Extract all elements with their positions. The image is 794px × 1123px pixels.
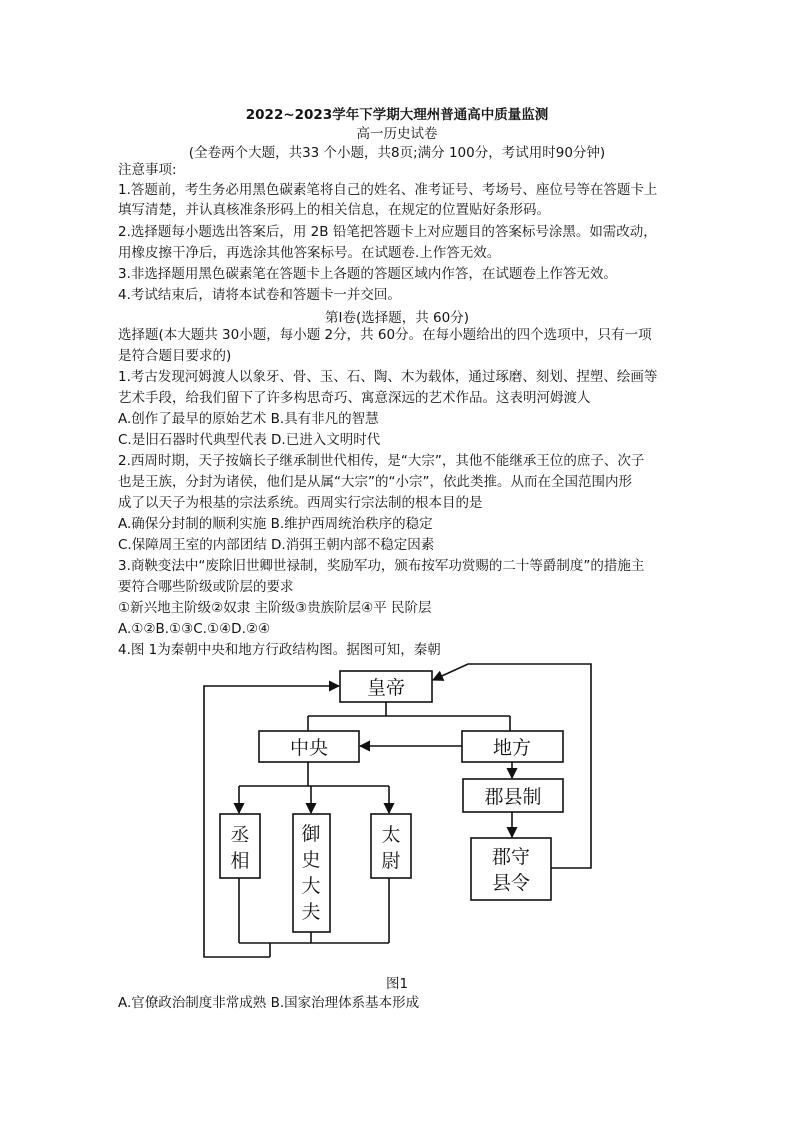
note-line: 3.非选择题用黑色碳素笔在答题卡上各题的答题区域内作答，在试题卷上作答无效。 [118, 266, 617, 282]
question-3-stem: 3.商鞅变法中“废除旧世卿世禄制，奖励军功，颁布按军功赏赐的二十等爵制度”的措施主 [118, 558, 645, 574]
local-box [462, 731, 563, 762]
censor-label: 夫 [301, 901, 321, 923]
notes-heading: 注意事项: [118, 162, 177, 178]
exam-info: (全卷两个大题，共33 个小题，共8页;满分 100分，考试用时90分钟) [188, 145, 606, 161]
question-1-options: A.创作了最早的原始艺术 B.具有非凡的智慧 [118, 411, 379, 427]
question-1-stem: 艺术手段，给我们留下了许多构思奇巧、寓意深远的艺术作品。这表明河姆渡人 [118, 390, 591, 406]
question-1-stem: 1.考古发现河姆渡人以象牙、骨、玉、石、陶、木为载体，通过琢磨、刻划、捏塑、绘画等 [118, 369, 658, 385]
note-line: 用橡皮擦干净后，再选涂其他答案标号。在试题卷.上作答无效。 [118, 245, 501, 261]
commandery-system-box [463, 779, 563, 812]
emperor-box [340, 671, 432, 702]
question-2-options: C.保障周王室的内部团结 D.消弭王朝内部不稳定因素 [118, 537, 435, 553]
note-line: 填写清楚，并认真核准条形码上的相关信息，在规定的位置贴好条形码。 [118, 202, 550, 218]
arrow-left-loop-to-emperor [204, 686, 339, 957]
question-2-stem: 成了以天子为根基的宗法系统。西周实行宗法制的根本目的是 [118, 495, 483, 511]
section-title: 第Ⅰ卷(选择题，共 60分) [325, 310, 469, 326]
note-line: 4.考试结束后，请将本试卷和答题卡一并交回。 [118, 287, 401, 303]
note-line: 1.答题前，考生务必用黑色碳素笔将自己的姓名、准考证号、考场号、座位号等在答题卡上 [118, 182, 658, 198]
question-3-options: A.①②B.①③C.①④D.②④ [118, 621, 271, 637]
chancellor-box [220, 814, 260, 878]
note-line: 2.选择题每小题选出答案后，用 2B 铅笔把答题卡上对应题目的答案标号涂黑。如需改动， [118, 224, 657, 240]
question-2-options: A.确保分封制的顺利实施 B.维护西周统治秩序的稳定 [118, 516, 433, 532]
figure-caption: 图1 [385, 976, 409, 992]
section-instruction: 是符合题目要求的) [118, 348, 232, 364]
question-4-stem: 4.图 1为秦朝中央和地方行政结构图。据图可知，秦朝 [118, 642, 441, 658]
censor-box [293, 814, 330, 932]
question-1-options: C.是旧石器时代典型代表 D.已进入文明时代 [118, 432, 381, 448]
question-3-items: ①新兴地主阶级②奴隶 主阶级③贵族阶层④平 民阶层 [118, 600, 432, 616]
officials-label: 县令 [491, 872, 531, 894]
exam-title: 2022~2023学年下学期大理州普通高中质量监测 [245, 107, 549, 123]
commandant-box [371, 814, 411, 878]
question-2-stem: 2.西周时期，天子按嫡长子继承制世代相传，是“大宗”，其他不能继承王位的庶子、次子 [118, 453, 645, 469]
question-2-stem: 也是王族，分封为诸侯，他们是从属“大宗”的“小宗”，依此类推。从而在全国范围内形 [118, 474, 632, 490]
chancellor-label: 相 [230, 850, 250, 872]
question-4-options: A.官僚政治制度非常成熟 B.国家治理体系基本形成 [118, 995, 420, 1011]
commandant-label: 尉 [381, 850, 401, 872]
commandery-system-label: 郡县制 [484, 786, 542, 808]
diagram-labels [230, 677, 541, 923]
chancellor-label: 丞 [230, 824, 250, 846]
section-instruction: 选择题(本大题共 30小题，每小题 2分，共 60分。在每小题给出的四个选项中，只有一项 [118, 327, 652, 343]
arrow-right-loop-to-emperor [433, 664, 591, 868]
censor-label: 御 [301, 823, 321, 845]
censor-label: 大 [301, 875, 321, 897]
question-3-stem: 要符合哪些阶级或阶层的要求 [118, 579, 294, 595]
exam-subtitle: 高一历史试卷 [356, 126, 438, 142]
local-label: 地方 [492, 737, 532, 759]
officials-label: 郡守 [491, 846, 531, 868]
officials-box [471, 838, 551, 900]
commandant-label: 太 [381, 824, 401, 846]
censor-label: 史 [301, 849, 321, 871]
central-label: 中央 [289, 737, 329, 759]
central-box [259, 731, 359, 762]
emperor-label: 皇帝 [366, 677, 406, 699]
